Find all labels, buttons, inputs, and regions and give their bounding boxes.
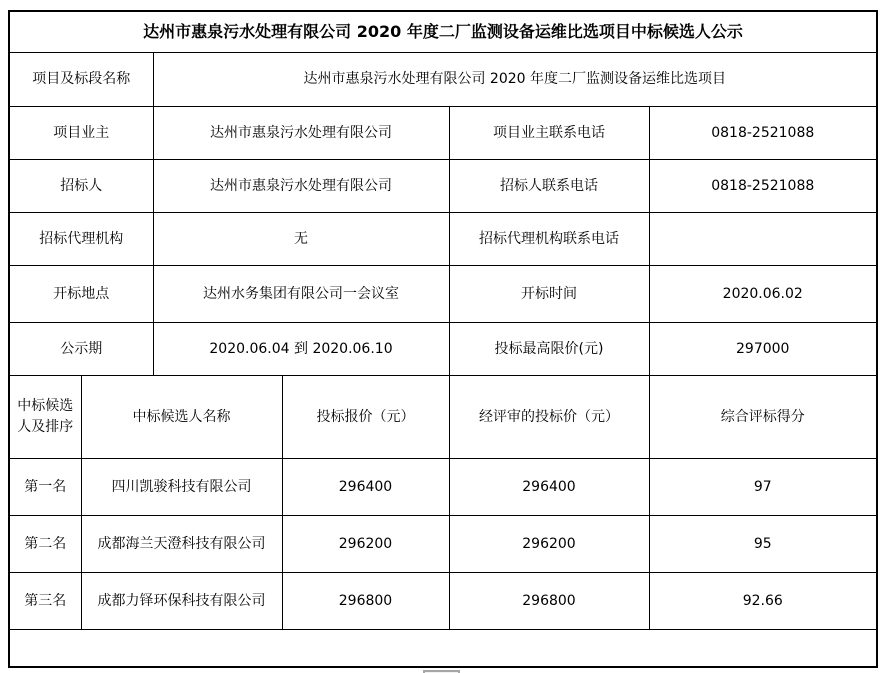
project-name-label: 项目及标段名称 — [9, 53, 153, 107]
header-candidate-name: 中标候选人名称 — [81, 376, 282, 459]
owner-phone-label: 项目业主联系电话 — [449, 107, 649, 160]
owner-phone-value: 0818-2521088 — [649, 107, 877, 160]
candidate-score: 92.66 — [649, 573, 877, 630]
header-rank: 中标候选人及排序 — [9, 376, 81, 459]
tenderee-phone-label: 招标人联系电话 — [449, 160, 649, 213]
publicity-period-value: 2020.06.04 到 2020.06.10 — [153, 323, 449, 376]
candidate-score: 97 — [649, 459, 877, 516]
candidate-row-1 — [9, 459, 877, 516]
candidate-name: 成都海兰天澄科技有限公司 — [81, 516, 282, 573]
title-row — [9, 11, 877, 53]
tenderee-label: 招标人 — [9, 160, 153, 213]
candidate-bid: 296800 — [282, 573, 449, 630]
candidate-name: 四川凯骏科技有限公司 — [81, 459, 282, 516]
project-name-row — [9, 53, 877, 107]
agency-phone-value — [649, 213, 877, 266]
bid-opening-time-label: 开标时间 — [449, 266, 649, 323]
header-bid-price: 投标报价（元） — [282, 376, 449, 459]
candidate-bid: 296400 — [282, 459, 449, 516]
bid-opening-place-label: 开标地点 — [9, 266, 153, 323]
candidate-rank: 第二名 — [9, 516, 81, 573]
candidates-header-row — [9, 376, 877, 459]
tenderee-phone-value: 0818-2521088 — [649, 160, 877, 213]
candidate-row-3 — [9, 573, 877, 630]
agency-row — [9, 213, 877, 266]
publicity-period-label: 公示期 — [9, 323, 153, 376]
owner-value: 达州市惠泉污水处理有限公司 — [153, 107, 449, 160]
bid-opening-row — [9, 266, 877, 323]
agency-phone-label: 招标代理机构联系电话 — [449, 213, 649, 266]
header-overall-score: 综合评标得分 — [649, 376, 877, 459]
candidate-rank: 第一名 — [9, 459, 81, 516]
empty-row — [9, 630, 877, 667]
owner-row — [9, 107, 877, 160]
candidate-evaluated-bid: 296800 — [449, 573, 649, 630]
candidate-bid: 296200 — [282, 516, 449, 573]
candidate-score: 95 — [649, 516, 877, 573]
candidate-name: 成都力铎环保科技有限公司 — [81, 573, 282, 630]
owner-label: 项目业主 — [9, 107, 153, 160]
max-price-value: 297000 — [649, 323, 877, 376]
candidate-row-2 — [9, 516, 877, 573]
header-evaluated-bid-price: 经评审的投标价（元） — [449, 376, 649, 459]
tenderee-value: 达州市惠泉污水处理有限公司 — [153, 160, 449, 213]
tenderee-row — [9, 160, 877, 213]
max-price-label: 投标最高限价(元) — [449, 323, 649, 376]
candidate-rank: 第三名 — [9, 573, 81, 630]
bid-opening-place-value: 达州水务集团有限公司一会议室 — [153, 266, 449, 323]
empty-cell — [9, 630, 877, 667]
bid-opening-time-value: 2020.06.02 — [649, 266, 877, 323]
project-name-value: 达州市惠泉污水处理有限公司 2020 年度二厂监测设备运维比选项目 — [153, 53, 877, 107]
agency-label: 招标代理机构 — [9, 213, 153, 266]
candidate-evaluated-bid: 296200 — [449, 516, 649, 573]
publicity-period-row — [9, 323, 877, 376]
candidate-evaluated-bid: 296400 — [449, 459, 649, 516]
agency-value: 无 — [153, 213, 449, 266]
page-title: 达州市惠泉污水处理有限公司 2020 年度二厂监测设备运维比选项目中标候选人公示 — [9, 11, 877, 53]
announcement-table — [8, 10, 878, 668]
